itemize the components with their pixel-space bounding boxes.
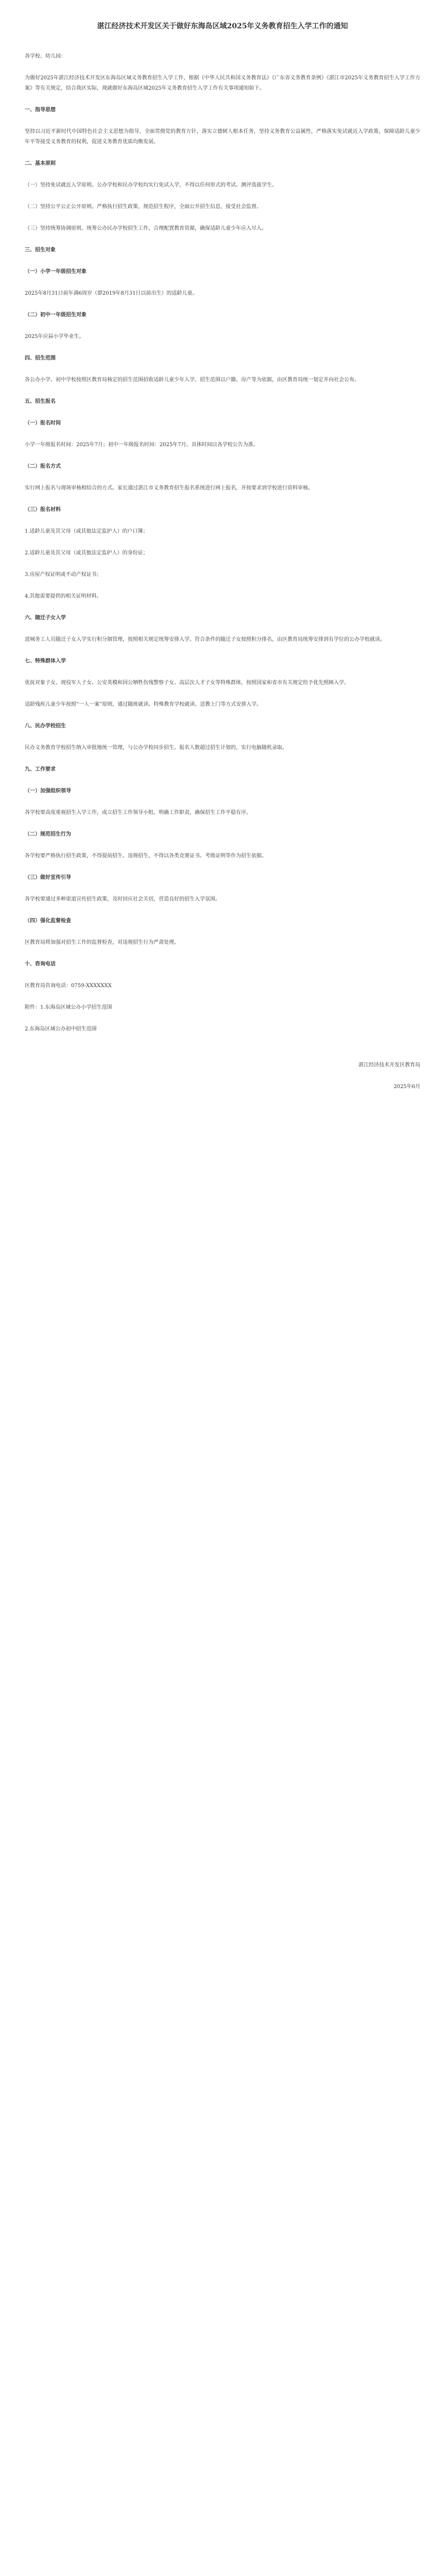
section-heading: 二、基本原则 xyxy=(25,161,56,166)
signature-date: 2025年6月 xyxy=(393,1084,420,1090)
paragraph: 实行网上报名与现场审核相结合的方式。家长通过湛江市义务教育招生报名系统进行网上报名，并按要求到学校进行资料审核。 xyxy=(25,485,313,491)
signature-org: 湛江经济技术开发区教育局 xyxy=(358,1062,420,1068)
paragraph: 2.适龄儿童及其父母（或其他法定监护人）的身份证； xyxy=(25,550,148,556)
section-heading: 十、咨询电话 xyxy=(25,961,56,967)
paragraph: 4.其他需要提供的相关证明材料。 xyxy=(25,594,102,599)
paragraph: （一）坚持免试就近入学原则。公办学校和民办学校均实行免试入学，不得以任何形式的考试、测评选拔学生。 xyxy=(25,182,277,188)
paragraph: （三）坚持统筹协调原则。统筹公办民办学校招生工作，合理配置教育资源，确保适龄儿童少年应入尽入。 xyxy=(25,226,267,231)
section-heading: （三）报名材料 xyxy=(25,507,61,513)
section-heading: （二）初中一年级招生对象 xyxy=(25,312,87,318)
paragraph: 区教育局将加强对招生工作的监督检查，对违规招生行为严肃处理。 xyxy=(25,940,179,945)
paragraph: 2025年8月31日前年满6周岁（即2019年8月31日以前出生）的适龄儿童。 xyxy=(25,291,198,296)
section-heading: （二）报名方式 xyxy=(25,464,61,469)
page-title: 湛江经济技术开发区关于做好东海岛区域2025年义务教育招生入学工作的通知 xyxy=(97,22,348,30)
paragraph: 1.适龄儿童及其父母（或其他法定监护人）的户口簿； xyxy=(25,529,148,534)
paragraph: 适龄残疾儿童少年按照“一人一案”原则，通过随班就读、特殊教育学校就读、送教上门等方式安排入学。 xyxy=(25,702,262,707)
paragraph: 进城务工人员随迁子女入学实行积分制管理，按照相关规定统筹安排入学。符合条件的随迁子女按照积分排名，由区教育局统筹安排到有学位的公办学校就读。 xyxy=(25,637,385,642)
paragraph: 优抚对象子女、现役军人子女、公安英模和因公牺牲伤残警察子女、高层次人才子女等特殊群体，按照国家和省市有关规定给予优先照顾入学。 xyxy=(25,680,349,686)
paragraph: 各学校要严格执行招生政策，不得提前招生、违规招生，不得以各类竞赛证书、考级证明等作为招生依据。 xyxy=(25,853,267,859)
section-heading: 四、招生范围 xyxy=(25,355,56,361)
paragraph: 各学校要通过多种渠道宣传招生政策，及时回应社会关切，营造良好的招生入学氛围。 xyxy=(25,896,220,902)
paragraph: （二）坚持公平公正公开原则。严格执行招生政策，规范招生程序，全面公开招生信息，接受社会监督。 xyxy=(25,204,262,210)
content-blocks xyxy=(25,73,420,1035)
section-heading: （一）加强组织领导 xyxy=(25,788,71,794)
paragraph: 各公办小学、初中学校按照区教育局核定的招生范围招收适龄儿童少年入学。招生范围以户籍、房产等为依据，由区教育局统一划定并向社会公布。 xyxy=(25,377,360,383)
paragraph: 3.房屋产权证明或不动产权证书； xyxy=(25,572,102,578)
paragraph: 2.东海岛区域公办初中招生范围 xyxy=(25,1026,97,1032)
paragraph: 附件：1.东海岛区域公办小学招生范围 xyxy=(25,1005,112,1010)
section-heading: （三）做好宣传引导 xyxy=(25,875,71,880)
document-body xyxy=(25,52,420,1092)
paragraph: 坚持以习近平新时代中国特色社会主义思想为指导，全面贯彻党的教育方针，落实立德树人根本任务，坚持义务教育公益属性，严格落实免试就近入学政策，保障适龄儿童少年平等接受义务教育的权利，促进义务教育优质均衡发展。 xyxy=(25,129,420,145)
section-heading: 一、指导思想 xyxy=(25,107,56,113)
section-heading: 八、民办学校招生 xyxy=(25,723,66,729)
paragraph: 民办义务教育学校招生纳入审批地统一管理，与公办学校同步招生。报名人数超过招生计划的，实行电脑随机录取。 xyxy=(25,745,287,751)
section-heading: 七、特殊群体入学 xyxy=(25,658,66,664)
paragraph: 区教育局咨询电话：0759-XXXXXXX xyxy=(25,983,112,989)
paragraph: 小学一年级报名时间：2025年7月；初中一年级报名时间：2025年7月。具体时间以各学校公告为准。 xyxy=(25,442,259,448)
section-heading: （二）规范招生行为 xyxy=(25,832,71,837)
section-heading: 六、随迁子女入学 xyxy=(25,615,66,621)
paragraph: 为做好2025年湛江经济技术开发区东海岛区域义务教育招生入学工作，根据《中华人民共和国义务教育法》《广东省义务教育条例》《湛江市2025年义务教育招生入学工作方案》等有关规定，结合我区实际，现就做好东海岛区域2025年义务教育招生入学工作有关事项通知如下。 xyxy=(25,75,420,91)
section-heading: （四）强化监督检查 xyxy=(25,918,71,924)
section-heading: 九、工作要求 xyxy=(25,767,56,772)
paragraph: 各学校要高度重视招生入学工作，成立招生工作领导小组，明确工作职责，确保招生工作平稳有序。 xyxy=(25,810,251,816)
section-heading: 五、招生报名 xyxy=(25,399,56,404)
greeting: 各学校、幼儿园： xyxy=(25,54,66,59)
paragraph: 2025年应届小学毕业生。 xyxy=(25,334,84,340)
section-heading: 三、招生对象 xyxy=(25,247,56,253)
section-heading: （一）小学一年级招生对象 xyxy=(25,269,87,275)
section-heading: （一）报名时间 xyxy=(25,420,61,426)
